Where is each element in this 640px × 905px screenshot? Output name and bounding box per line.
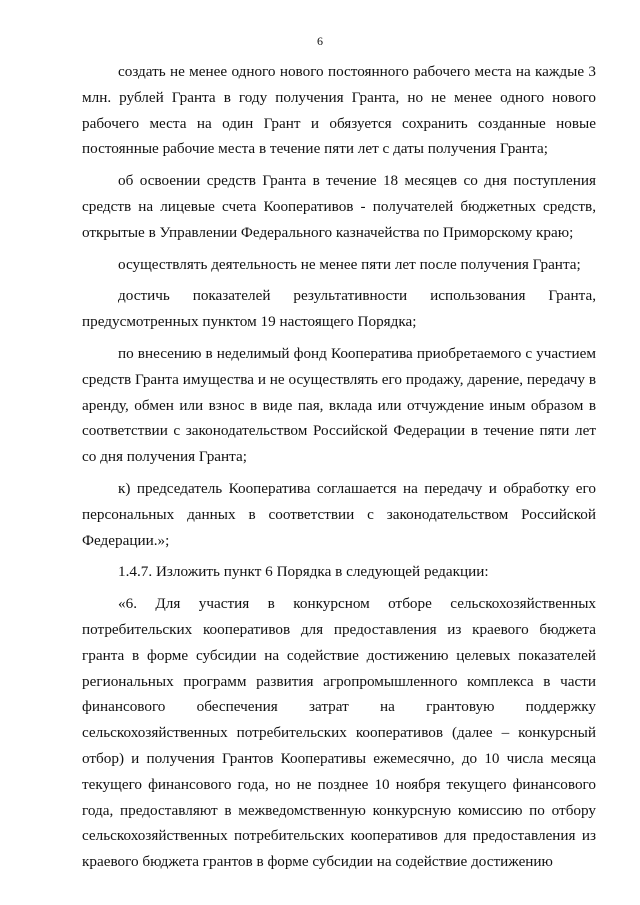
paragraph-grant-spending: об освоении средств Гранта в течение 18 месяцев со дня поступления средств на лицевые счета Кооперативов - получателей бюджетных средств, открытые в Управлении Федерального казначейства по Приморскому краю; xyxy=(82,172,596,241)
page-number: 6 xyxy=(317,34,323,48)
paragraph-personal-data: к) председатель Кооператива соглашается на передачу и обработку его персональных данных в соответствии с законодательством Российской Федерации.»; xyxy=(82,479,596,549)
paragraph-activity-period: осуществлять деятельность не менее пяти лет после получения Гранта; xyxy=(118,255,581,273)
paragraph-performance-indicators: достичь показателей результативности использования Гранта, предусмотренных пунктом 19 настоящего Порядка; xyxy=(82,287,596,331)
paragraph-amendment-heading: 1.4.7. Изложить пункт 6 Порядка в следующей редакции: xyxy=(118,563,489,581)
paragraph-item-6: «6. Для участия в конкурсном отборе сельскохозяйственных потребительских кооперативов для предоставления из краевого бюджета гранта в форме субсидии на содействие достижению целевых показателей региональных программ развития агропромышленного комплекса в части финансового обеспечения затрат на грантовую поддержку сельскохозяйственных потребительских кооперативов (далее – конкурсный отбор) и получения Грантов Кооперативы ежемесячно, до 10 числа месяца текущего финансового года, но не позднее 10 ноября текущего финансового года, предоставляют в межведомственную конкурсную комиссию по отбору сельскохозяйственных потребительских кооперативов для предоставления из краевого бюджета грантов в форме субсидии на содействие достижению xyxy=(82,595,596,871)
document-body xyxy=(82,59,596,881)
paragraph-indivisible-fund: по внесению в неделимый фонд Кооператива приобретаемого с участием средств Гранта имущества и не осуществлять его продажу, дарение, передачу в аренду, обмен или взнос в виде пая, вклада или отчуждение иным образом в соответствии с законодательством Российской Федерации в течение пяти лет со дня получения Гранта; xyxy=(82,344,596,466)
paragraph-new-jobs: создать не менее одного нового постоянного рабочего места на каждые 3 млн. рублей Гранта в году получения Гранта, но не менее одного нового рабочего места на один Грант и обязуется сохранить созданные новые постоянные рабочие места в течение пяти лет с даты получения Гранта; xyxy=(82,63,596,158)
